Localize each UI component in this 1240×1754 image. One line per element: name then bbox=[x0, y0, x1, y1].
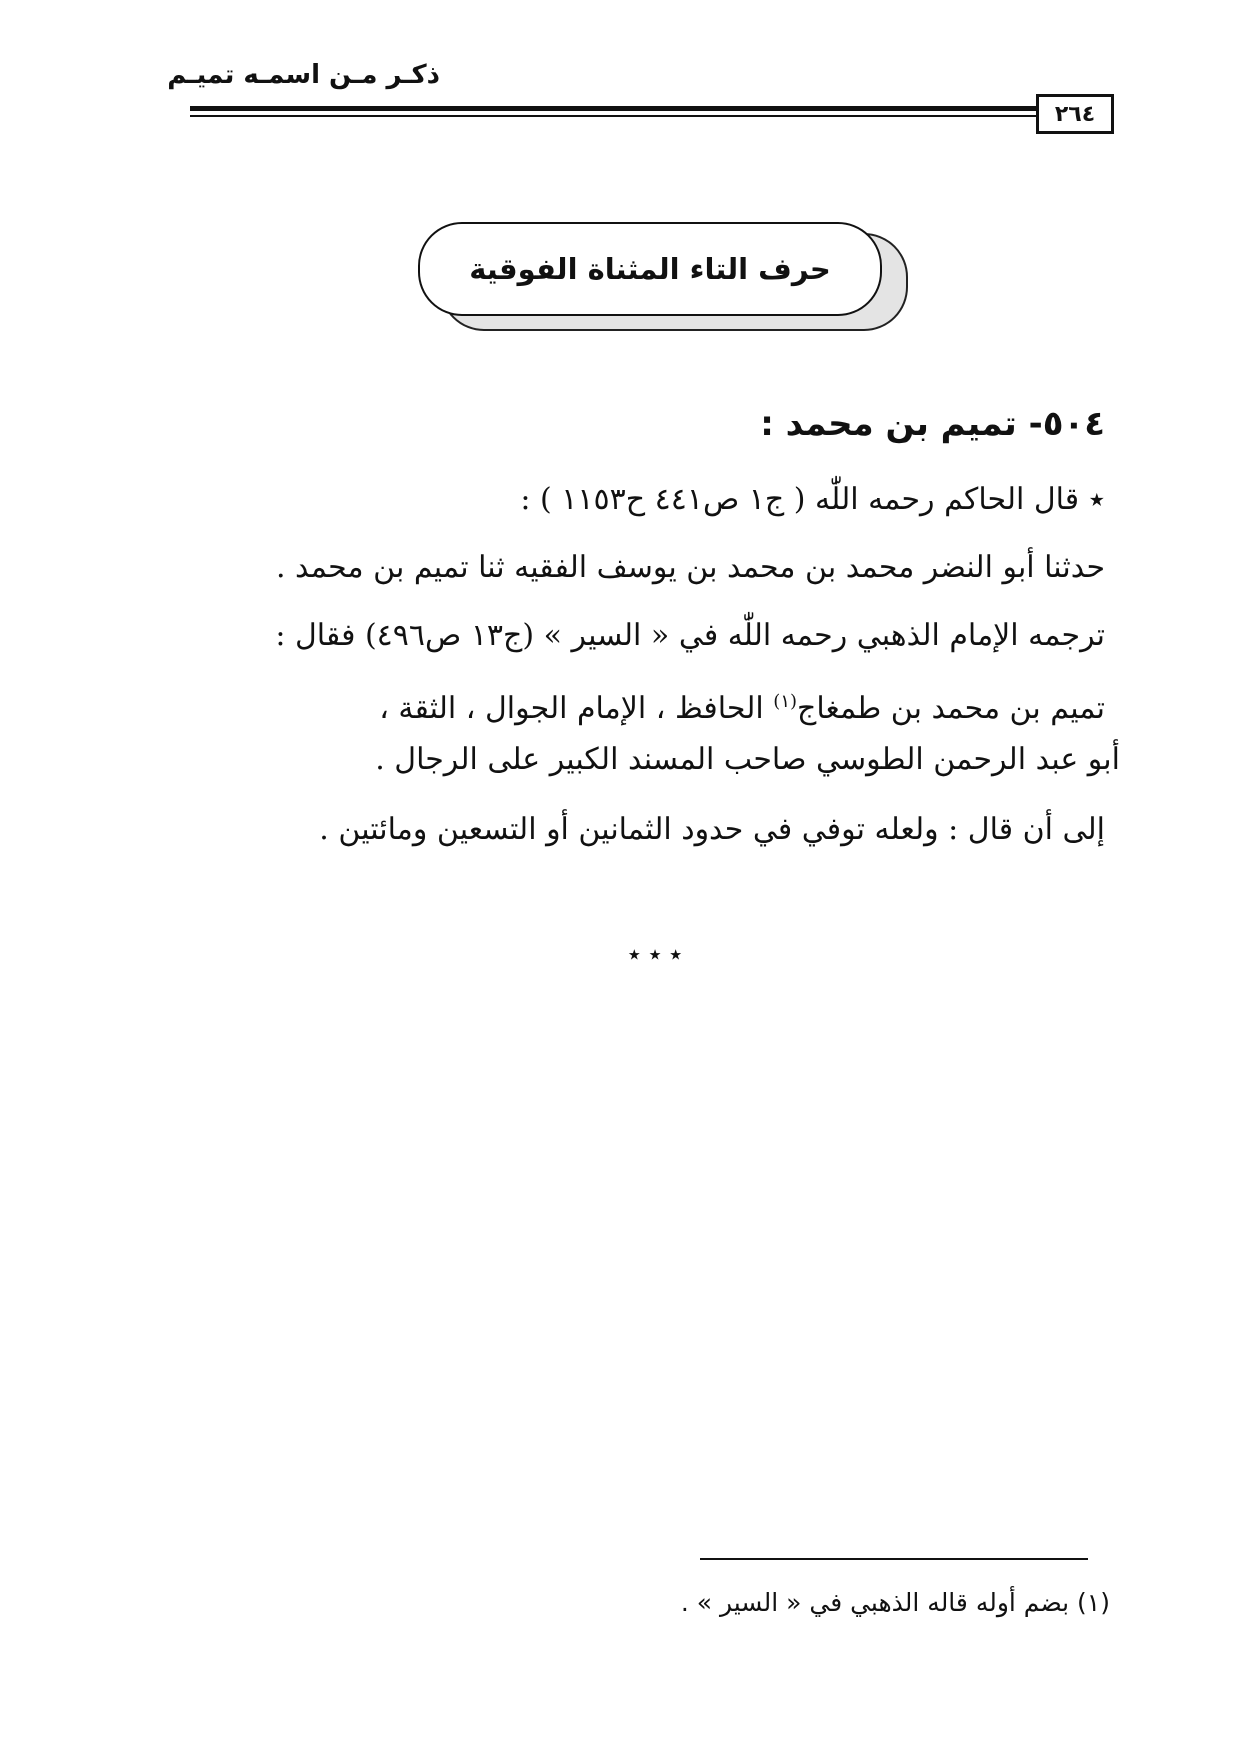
section-title: حرف التاء المثناة الفوقية bbox=[469, 252, 831, 286]
separator-stars: ٭ ٭ ٭ bbox=[627, 940, 683, 968]
section-banner bbox=[418, 222, 882, 316]
header-rule-thin bbox=[190, 115, 1040, 117]
running-title: ذكـر مـن اسمـه تميـم bbox=[167, 60, 440, 90]
footnote-rule bbox=[700, 1558, 1088, 1560]
text-line-3: ترجمه الإمام الذهبي رحمه اللّٰه في « السير » (ج١٣ ص٤٩٦) فقال : bbox=[275, 618, 1105, 653]
text-line-4-part-a: تميم بن محمد بن طمغاج bbox=[797, 691, 1105, 726]
text-line-4 bbox=[145, 680, 1105, 731]
footnote: (١) بضم أوله قاله الذهبي في « السير » . bbox=[680, 1588, 1110, 1617]
text-line-2: حدثنا أبو النضر محمد بن محمد بن يوسف الفقيه ثنا تميم بن محمد . bbox=[275, 550, 1105, 585]
text-line-4-part-b: الحافظ ، الإمام الجوال ، الثقة ، bbox=[379, 691, 764, 726]
header-rule bbox=[190, 106, 1040, 111]
entry-heading: ٥٠٤- تميم بن محمد : bbox=[760, 404, 1105, 444]
text-line-5: أبو عبد الرحمن الطوسي صاحب المسند الكبير على الرجال . bbox=[375, 742, 1120, 777]
page-number bbox=[1036, 94, 1114, 134]
text-line-1: ٭ قال الحاكم رحمه اللّٰه ( ج١ ص٤٤١ ح١١٥٣ ) : bbox=[520, 482, 1105, 517]
page-number-text: ٢٦٤ bbox=[1054, 101, 1096, 127]
footnote-reference: (١) bbox=[773, 691, 798, 712]
text-line-6: إلى أن قال : ولعله توفي في حدود الثمانين أو التسعين ومائتين . bbox=[319, 812, 1105, 847]
